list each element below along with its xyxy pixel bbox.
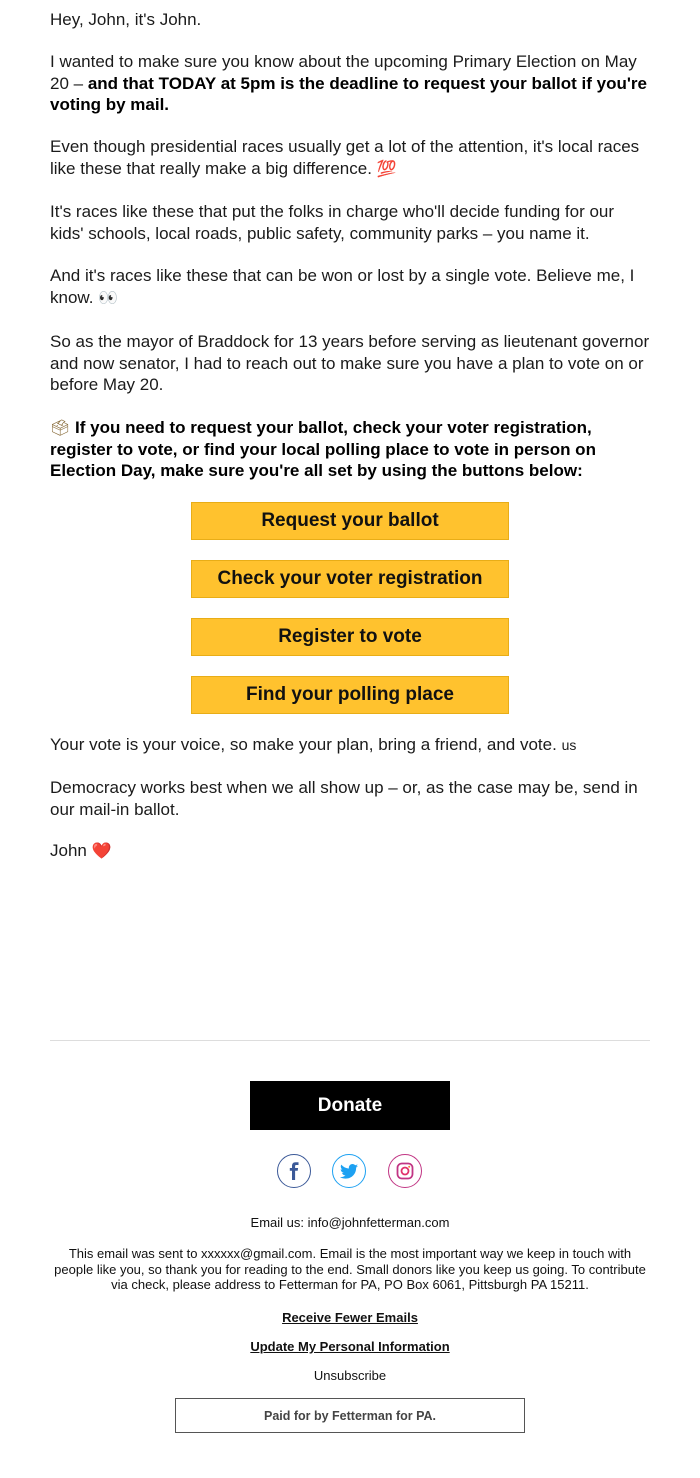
unsubscribe-link[interactable]: Unsubscribe xyxy=(313,1368,387,1383)
update-info-link-wrap xyxy=(0,1339,700,1354)
heart-icon: ❤️ xyxy=(91,841,112,860)
paragraph-deadline-bold: and that TODAY at 5pm is the deadline to request your ballot if you're voting by mail. xyxy=(50,73,647,114)
find-polling-place-button[interactable]: Find your polling place xyxy=(191,676,509,714)
paragraph-deadline-intro: I wanted to make sure you know about the upcoming Primary Election on May 20 – xyxy=(50,52,637,93)
eyes-icon: 👀 xyxy=(98,287,119,307)
paragraph-deadline xyxy=(50,51,650,116)
signoff xyxy=(50,840,112,862)
flag-us-icon: us xyxy=(561,737,577,753)
signoff-name: John xyxy=(50,841,87,860)
ballot-box-icon: 🗳 xyxy=(50,418,71,437)
update-personal-info-link[interactable]: Update My Personal Information xyxy=(250,1339,450,1354)
unsubscribe-link-wrap xyxy=(0,1368,700,1383)
paragraph-single-vote-text: And it's races like these that can be won or lost by a single vote. Believe me, I know. xyxy=(50,266,635,307)
paid-for-disclaimer: Paid for by Fetterman for PA. xyxy=(175,1398,525,1433)
paragraph-instructions-bold: If you need to request your ballot, check your voter registration, register to vote, or find your local polling place to vote in person on Election Day, make sure you're all set by using the buttons below: xyxy=(50,418,596,480)
greeting: Hey, John, it's John. xyxy=(50,10,202,29)
receive-fewer-emails-link[interactable]: Receive Fewer Emails xyxy=(282,1310,418,1325)
footer-disclaimer: This email was sent to xxxxxx@gmail.com. Email is the most important way we keep in touch with people like you, so thank you for reading to the end. Small donors like you keep us going. To contribute via check, please address to Fetterman for PA, PO Box 6061, Pittsburgh PA 15211. xyxy=(54,1246,646,1292)
register-to-vote-button[interactable]: Register to vote xyxy=(191,618,509,656)
donate-button[interactable]: Donate xyxy=(250,1081,450,1130)
paragraph-your-vote xyxy=(50,734,650,757)
fewer-emails-link-wrap xyxy=(0,1310,700,1325)
paragraph-democracy: Democracy works best when we all show up – or, as the case may be, send in our mail-in ballot. xyxy=(50,778,638,819)
paragraph-mayor: So as the mayor of Braddock for 13 years before serving as lieutenant governor and now senator, I had to reach out to make sure you have a plan to vote on or before May 20. xyxy=(50,332,650,394)
paragraph-single-vote xyxy=(50,265,650,308)
twitter-icon[interactable] xyxy=(332,1154,366,1188)
paragraph-instructions xyxy=(50,417,650,482)
hundred-points-icon: 💯 xyxy=(376,158,397,178)
paragraph-funding: It's races like these that put the folks in charge who'll decide funding for our kids' schools, local roads, public safety, community parks – you name it. xyxy=(50,202,615,243)
email-us-text: Email us: info@johnfetterman.com xyxy=(250,1215,450,1230)
request-ballot-button[interactable]: Request your ballot xyxy=(191,502,509,540)
check-registration-button[interactable]: Check your voter registration xyxy=(191,560,509,598)
paragraph-your-vote-text: Your vote is your voice, so make your plan, bring a friend, and vote. xyxy=(50,735,557,754)
paragraph-local-races-text: Even though presidential races usually get a lot of the attention, it's local races like these that really make a big difference. xyxy=(50,137,640,178)
footer-divider xyxy=(50,1040,650,1041)
instagram-icon[interactable] xyxy=(388,1154,422,1188)
paragraph-local-races xyxy=(50,136,650,179)
facebook-icon[interactable] xyxy=(277,1154,311,1188)
